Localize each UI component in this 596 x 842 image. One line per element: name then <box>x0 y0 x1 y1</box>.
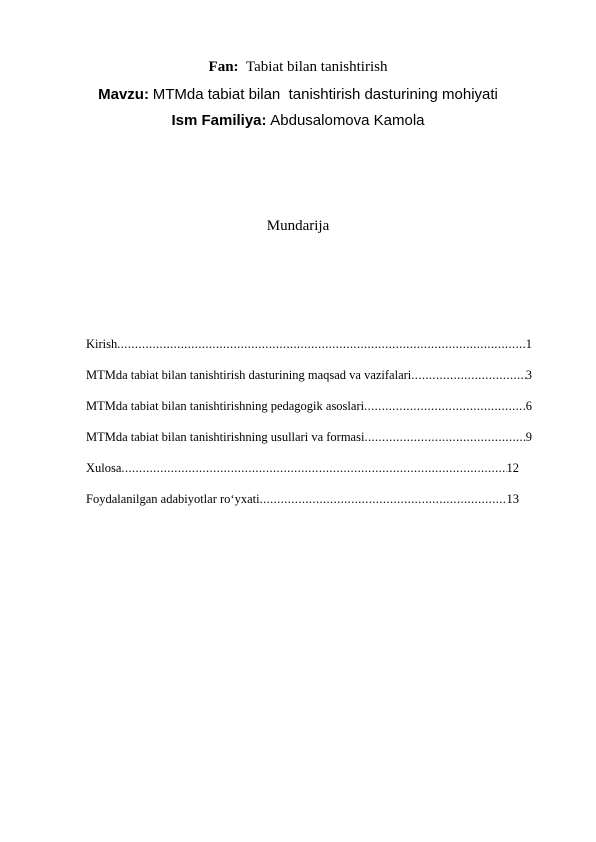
toc-leader-dots <box>411 367 525 383</box>
contents-title: Mundarija <box>266 218 330 234</box>
toc-entry-title: Xulosa <box>86 461 122 475</box>
toc-entry-title: Foydalanilgan adabiyotlar ro‘yxati <box>86 492 260 506</box>
toc-entry-title: Kirish <box>86 337 118 351</box>
topic-value: MTMda tabiat bilan tanishtirish dasturining mohiyati <box>152 86 498 103</box>
topic-line <box>0 86 596 104</box>
toc-entry[interactable] <box>86 336 532 367</box>
subject-value: Tabiat bilan tanishtirish <box>246 59 388 75</box>
table-of-contents <box>86 336 532 522</box>
toc-entry-title: MTMda tabiat bilan tanishtirish dasturining maqsad va vazifalari <box>86 368 412 382</box>
toc-entry[interactable] <box>86 460 519 491</box>
toc-leader-dots <box>364 398 526 414</box>
subject-line <box>0 58 596 76</box>
toc-entry[interactable] <box>86 429 532 460</box>
author-label: Ism Familiya: <box>171 112 267 129</box>
toc-entry-title: MTMda tabiat bilan tanishtirishning usullari va formasi <box>86 430 365 444</box>
toc-entry[interactable] <box>86 398 532 429</box>
toc-leader-dots <box>260 491 507 507</box>
subject-label: Fan: <box>208 59 239 75</box>
toc-entry-page: 6 <box>525 399 532 413</box>
toc-entry-page: 1 <box>525 337 532 351</box>
toc-entry-page: 12 <box>506 461 519 475</box>
toc-entry-title: MTMda tabiat bilan tanishtirishning pedagogik asoslari <box>86 399 365 413</box>
toc-leader-dots <box>364 429 525 445</box>
author-value: Abdusalomova Kamola <box>270 112 425 129</box>
toc-entry-page: 9 <box>525 430 532 444</box>
toc-leader-dots <box>121 460 506 476</box>
toc-entry[interactable] <box>86 367 532 398</box>
toc-entry-page: 3 <box>525 368 532 382</box>
topic-label: Mavzu: <box>98 86 149 103</box>
toc-entry-page: 13 <box>506 492 519 506</box>
toc-entry[interactable] <box>86 491 519 522</box>
author-line <box>0 112 596 130</box>
toc-leader-dots <box>117 336 526 352</box>
